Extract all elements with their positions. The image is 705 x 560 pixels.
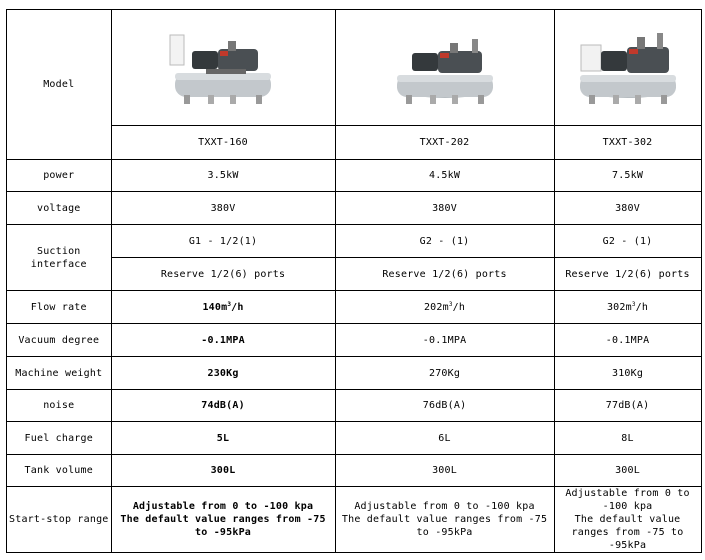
fuel-value: 5L bbox=[111, 422, 335, 455]
noise-value: 74dB(A) bbox=[111, 390, 335, 422]
startstop-value bbox=[554, 487, 701, 553]
flow-number: 302m bbox=[606, 301, 632, 313]
flow-value bbox=[111, 291, 335, 324]
row-startstop bbox=[7, 487, 702, 553]
label-power: power bbox=[7, 160, 112, 192]
label-vacuum: Vacuum degree bbox=[7, 324, 112, 357]
row-power bbox=[7, 160, 702, 192]
vacuum-value: -0.1MPA bbox=[554, 324, 701, 357]
startstop-line1: Adjustable from 0 to -100 kpa bbox=[132, 501, 314, 512]
row-voltage bbox=[7, 192, 702, 225]
row-tank bbox=[7, 455, 702, 487]
flow-unit-sup: 3 bbox=[227, 300, 232, 308]
flow-suffix: /h bbox=[635, 301, 649, 313]
power-value: 4.5kW bbox=[335, 160, 554, 192]
label-noise: noise bbox=[7, 390, 112, 422]
vacuum-unit-image bbox=[573, 29, 683, 107]
label-startstop: Start-stop range bbox=[7, 487, 112, 553]
label-voltage: voltage bbox=[7, 192, 112, 225]
label-suction: Suction interface bbox=[7, 225, 112, 291]
power-value: 3.5kW bbox=[111, 160, 335, 192]
machine-image-2 bbox=[335, 10, 554, 126]
row-vacuum bbox=[7, 324, 702, 357]
vacuum-unit-image bbox=[390, 29, 500, 107]
fuel-value: 6L bbox=[335, 422, 554, 455]
noise-value: 77dB(A) bbox=[554, 390, 701, 422]
flow-value bbox=[554, 291, 701, 324]
row-flow bbox=[7, 291, 702, 324]
flow-suffix: /h bbox=[231, 301, 244, 313]
label-fuel: Fuel charge bbox=[7, 422, 112, 455]
startstop-line1: Adjustable from 0 to -100 kpa bbox=[565, 488, 690, 512]
weight-value: 230Kg bbox=[111, 357, 335, 390]
voltage-value: 380V bbox=[554, 192, 701, 225]
flow-unit-sup: 3 bbox=[631, 300, 636, 308]
flow-value bbox=[335, 291, 554, 324]
flow-suffix: /h bbox=[452, 301, 466, 313]
model-name: TXXT-302 bbox=[554, 126, 701, 160]
row-noise bbox=[7, 390, 702, 422]
suction-value: G2 - (1) bbox=[554, 225, 701, 258]
row-model-images bbox=[7, 10, 702, 126]
machine-image-1 bbox=[111, 10, 335, 126]
row-reserve bbox=[7, 258, 702, 291]
startstop-line2: The default value ranges from -75 to -95kPa bbox=[120, 514, 326, 538]
tank-value: 300L bbox=[111, 455, 335, 487]
row-fuel bbox=[7, 422, 702, 455]
reserve-value: Reserve 1/2(6) ports bbox=[335, 258, 554, 291]
voltage-value: 380V bbox=[111, 192, 335, 225]
startstop-value bbox=[335, 487, 554, 553]
label-weight: Machine weight bbox=[7, 357, 112, 390]
reserve-value: Reserve 1/2(6) ports bbox=[111, 258, 335, 291]
vacuum-value: -0.1MPA bbox=[335, 324, 554, 357]
power-value: 7.5kW bbox=[554, 160, 701, 192]
startstop-value bbox=[111, 487, 335, 553]
machine-image-3 bbox=[554, 10, 701, 126]
voltage-value: 380V bbox=[335, 192, 554, 225]
flow-unit-sup: 3 bbox=[448, 300, 453, 308]
label-tank: Tank volume bbox=[7, 455, 112, 487]
flow-number: 202m bbox=[423, 301, 449, 313]
weight-value: 270Kg bbox=[335, 357, 554, 390]
tank-value: 300L bbox=[335, 455, 554, 487]
row-model-names bbox=[7, 126, 702, 160]
model-name: TXXT-202 bbox=[335, 126, 554, 160]
reserve-value: Reserve 1/2(6) ports bbox=[554, 258, 701, 291]
weight-value: 310Kg bbox=[554, 357, 701, 390]
spec-table bbox=[6, 9, 702, 553]
startstop-line2: The default value ranges from -75 to -95kPa bbox=[571, 514, 684, 551]
tank-value: 300L bbox=[554, 455, 701, 487]
fuel-value: 8L bbox=[554, 422, 701, 455]
suction-value: G1 - 1/2(1) bbox=[111, 225, 335, 258]
row-weight bbox=[7, 357, 702, 390]
label-model: Model bbox=[7, 10, 112, 160]
vacuum-unit-image bbox=[168, 29, 278, 107]
suction-value: G2 - (1) bbox=[335, 225, 554, 258]
startstop-line1: Adjustable from 0 to -100 kpa bbox=[354, 501, 535, 512]
model-name: TXXT-160 bbox=[111, 126, 335, 160]
flow-number: 140m bbox=[202, 301, 228, 313]
vacuum-value: -0.1MPA bbox=[111, 324, 335, 357]
startstop-line2: The default value ranges from -75 to -95kPa bbox=[341, 514, 548, 538]
noise-value: 76dB(A) bbox=[335, 390, 554, 422]
row-suction bbox=[7, 225, 702, 258]
label-flow: Flow rate bbox=[7, 291, 112, 324]
